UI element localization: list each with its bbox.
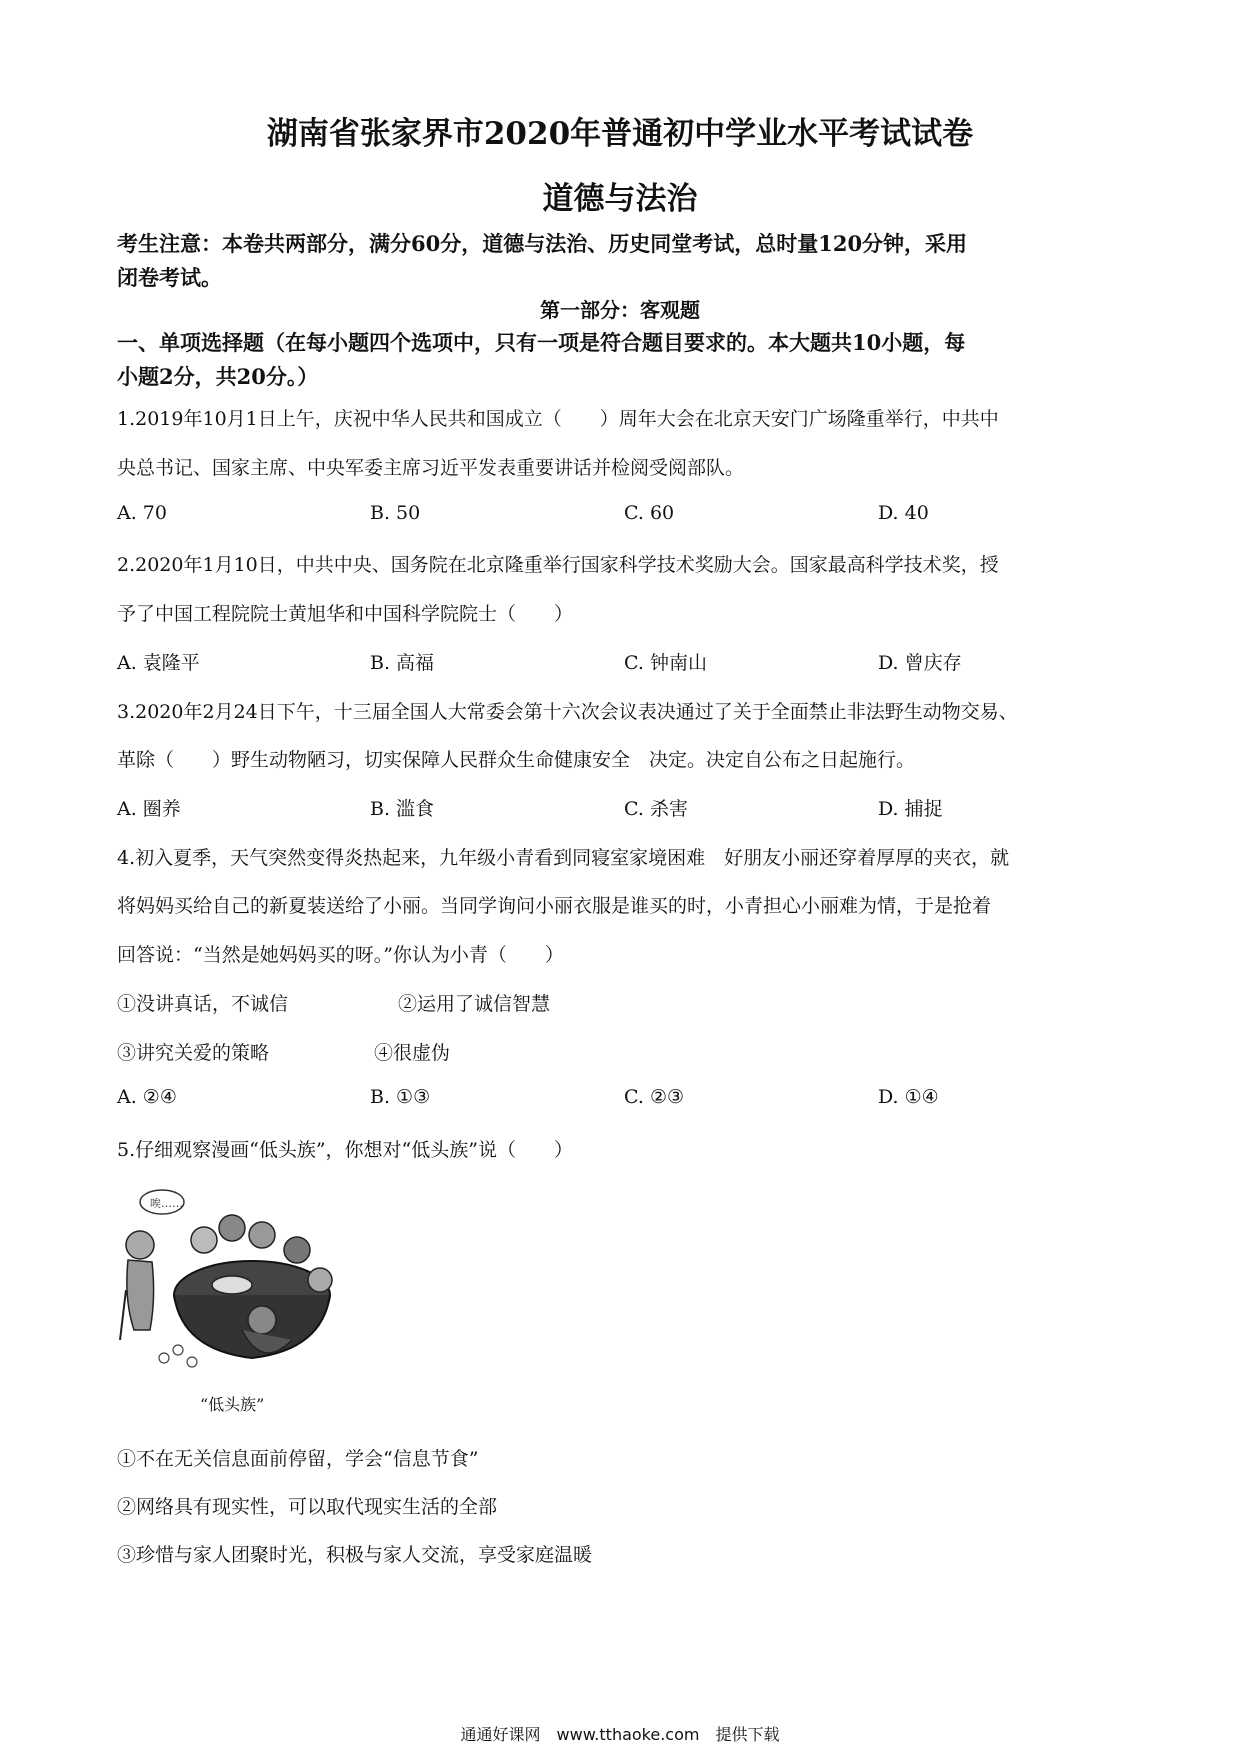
part-heading: 第一部分：客观题	[540, 298, 700, 322]
q1-option-c: C. 60	[624, 502, 675, 524]
q5-statement-1: ①不在无关信息面前停留，学会“信息节食”	[117, 1448, 479, 1470]
cartoon-illustration	[112, 1180, 372, 1390]
q4-line-1: 4.初入夏季，天气突然变得炎热起来，九年级小青看到同寝室家境困难 好朋友小丽还穿着厚厚的夹衣，就	[117, 847, 1010, 869]
q1-option-b: B. 50	[370, 502, 421, 524]
q4-statement-3: ③讲究关爱的策略	[117, 1042, 270, 1064]
q5-statement-2: ②网络具有现实性，可以取代现实生活的全部	[117, 1496, 498, 1518]
q3-option-b: B. 滥食	[370, 798, 435, 820]
q4-line-3: 回答说：“当然是她妈妈买的呀。”你认为小青（ ）	[117, 944, 564, 966]
q2-option-b: B. 高福	[370, 652, 435, 674]
q4-option-b: B. ①③	[370, 1086, 431, 1108]
notice-line-1: 考生注意：本卷共两部分，满分60分，道德与法治、历史同堂考试，总时量120分钟，采用	[117, 231, 968, 256]
q4-statement-1: ①没讲真话，不诚信	[117, 993, 289, 1015]
q4-statement-2: ②运用了诚信智慧	[398, 993, 551, 1015]
q1-line-2: 央总书记、国家主席、中央军委主席习近平发表重要讲话并检阅受阅部队。	[117, 457, 745, 479]
page-footer: 通通好课网 www.tthaoke.com 提供下载	[460, 1725, 780, 1744]
cartoon-caption: “低头族”	[200, 1395, 265, 1414]
q3-option-d: D. 捕捉	[878, 798, 943, 820]
section-line-2: 小题2分，共20分。）	[117, 364, 319, 389]
exam-subtitle: 道德与法治	[542, 181, 698, 217]
q4-option-d: D. ①④	[878, 1086, 939, 1108]
q4-option-a: A. ②④	[117, 1086, 177, 1108]
q4-option-c: C. ②③	[624, 1086, 685, 1108]
q4-statement-4: ④很虚伪	[374, 1042, 451, 1064]
notice-line-2: 闭卷考试。	[117, 265, 222, 290]
q1-option-a: A. 70	[117, 502, 167, 524]
q4-line-2: 将妈妈买给自己的新夏装送给了小丽。当同学询问小丽衣服是谁买的时，小青担心小丽难为情，于是抢着	[117, 895, 992, 917]
q3-line-2: 革除（ ）野生动物陋习，切实保障人民群众生命健康安全 决定。决定自公布之日起施行。	[117, 749, 916, 771]
q1-line-1: 1.2019年10月1日上午，庆祝中华人民共和国成立（ ）周年大会在北京天安门广场隆重举行，中共中	[117, 408, 999, 430]
q2-option-c: C. 钟南山	[624, 652, 707, 674]
q5-statement-3: ③珍惜与家人团聚时光，积极与家人交流，享受家庭温暖	[117, 1544, 593, 1566]
q2-line-1: 2.2020年1月10日，中共中央、国务院在北京隆重举行国家科学技术奖励大会。国家最高科学技术奖，授	[117, 554, 999, 576]
q2-option-d: D. 曾庆存	[878, 652, 962, 674]
q3-line-1: 3.2020年2月24日下午，十三届全国人大常委会第十六次会议表决通过了关于全面禁止非法野生动物交易、	[117, 701, 1018, 723]
exam-title: 湖南省张家界市2020年普通初中学业水平考试试卷	[266, 116, 974, 152]
q2-line-2: 予了中国工程院院士黄旭华和中国科学院院士（ ）	[117, 603, 574, 625]
speech-bubble-text: 唉……	[150, 1197, 183, 1210]
q2-option-a: A. 袁隆平	[117, 652, 200, 674]
q3-option-a: A. 圈养	[117, 798, 181, 820]
q5-line-1: 5.仔细观察漫画“低头族”，你想对“低头族”说（ ）	[117, 1139, 573, 1161]
q3-option-c: C. 杀害	[624, 798, 688, 820]
q1-option-d: D. 40	[878, 502, 929, 524]
section-line-1: 一、单项选择题（在每小题四个选项中，只有一项是符合题目要求的。本大题共10小题，每	[117, 330, 966, 355]
